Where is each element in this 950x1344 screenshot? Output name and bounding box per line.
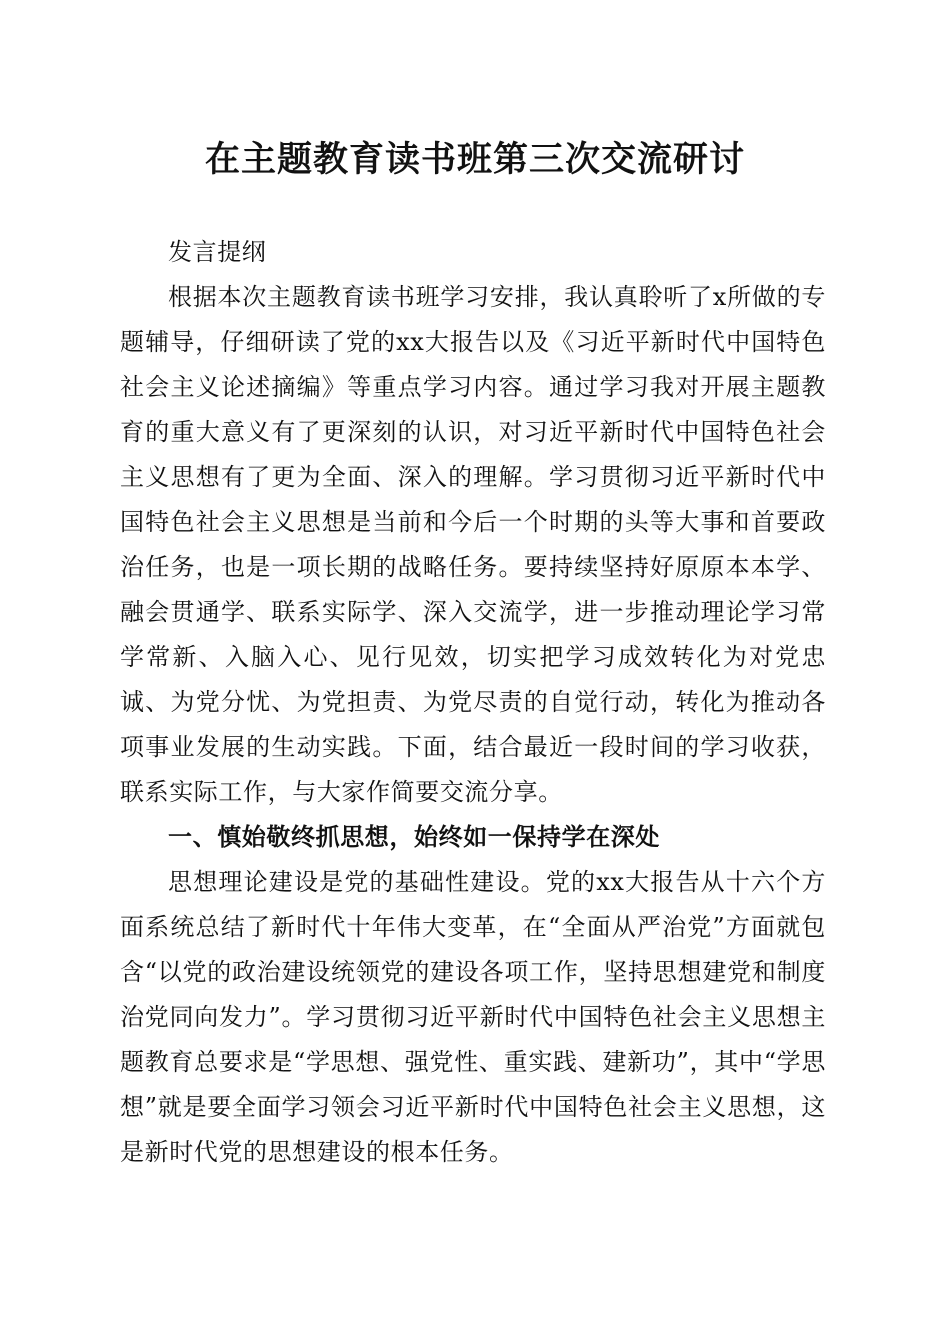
- section-paragraph: 思想理论建设是党的基础性建设。党的xx大报告从十六个方面系统总结了新时代十年伟大变革，在“全面从严治党”方面就包含“以党的政治建设统领党的建设各项工作，坚持思想建党和制度治党同向发力”。学习贯彻习近平新时代中国特色社会主义思想主题教育总要求是“学思想、强党性、重实践、建新功”，其中“学思想”就是要全面学习领会习近平新时代中国特色社会主义思想，这是新时代党的思想建设的根本任务。: [120, 868, 826, 1166]
- intro-paragraph: 根据本次主题教育读书班学习安排，我认真聆听了x所做的专题辅导，仔细研读了党的xx大报告以及《习近平新时代中国特色社会主义论述摘编》等重点学习内容。通过学习我对开展主题教育的重大意义有了更深刻的认识，对习近平新时代中国特色社会主义思想有了更为全面、深入的理解。学习贯彻习近平新时代中国特色社会主义思想是当前和今后一个时期的头等大事和首要政治任务，也是一项长期的战略任务。要持续坚持好原原本本学、融会贯通学、联系实际学、深入交流学，进一步推动理论学习常学常新、入脑入心、见行见效，切实把学习成效转化为对党忠诚、为党分忧、为党担责、为党尽责的自觉行动，转化为推动各项事业发展的生动实践。下面，结合最近一段时间的学习收获，联系实际工作，与大家作简要交流分享。: [120, 283, 826, 806]
- subtitle: 发言提纲: [168, 238, 267, 266]
- section-heading: 一、慎始敬终抓思想，始终如一保持学在深处: [168, 823, 660, 851]
- document-body: [120, 230, 826, 1175]
- document-title: 在主题教育读书班第三次交流研讨: [204, 139, 745, 180]
